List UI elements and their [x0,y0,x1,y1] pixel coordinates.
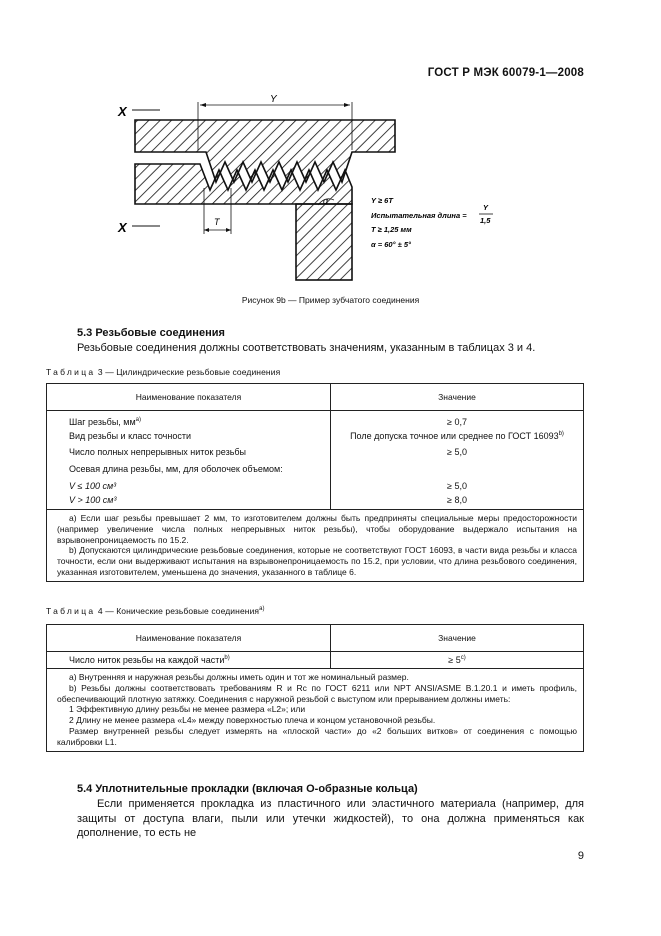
table3-caption: Таблица 3 — Цилиндрические резьбовые соединения [46,367,281,377]
table3-col-name: Наименование показателя [47,384,331,411]
joint-diagram [120,92,520,292]
table-row [47,494,584,510]
table3-row-3-name: Осевая длина резьбы, мм, для оболочек объемом: [47,461,331,478]
vertical-leg [296,204,352,280]
table-row [47,461,584,478]
legend-line4: α = 60° ± 5° [371,240,411,249]
section-5-3-title: 5.3 Резьбовые соединения [77,327,225,339]
section-5-4-text: Если применяется прокладка из пластичного или эластичного материала (например, для защиты от доступа влаги, пыли или утечки жидкостей), то она должна применяться как дополнение, то есть не [77,798,584,839]
page-number: 9 [577,850,584,862]
table3-row-1-value: Поле допуска точное или среднее по ГОСТ 16093$^{b)}$ [331,428,584,444]
table4-note-b: b) Резьбы должны соответствовать требованиям R и Rc по ГОСТ 6211 или NPT ANSI/ASME B.1.20.1 и иметь профиль, обеспечивающий плотную затяжку. Соединения с наружной резьбой с выступом или прерыванием должны иметь: [57,682,577,704]
table4-note-b1: 1 Эффективную длину резьбы не менее размера «L2»; или [69,704,306,715]
table3-row-5-name: V > 100 см³ [47,494,331,510]
table3-row-2-name: Число полных непрерывных ниток резьбы [47,444,331,461]
table4-col-name: Наименование показателя [47,625,331,652]
table3-note-b: b) Допускаются цилиндрические резьбовые соединения, которые не соответствуют ГОСТ 16093, в части вида резьбы и класса точности, если они выдерживают испытания на взрывонепроницаемость по 15.2, при условии, что длина резьбового соединения, указанная изготовителем, уменьшена до значения, указанного в таблице 6. [57,545,577,577]
table3-row-1-name: Вид резьбы и класс точности [47,428,331,444]
section-5-3-text: Резьбовые соединения должны соответствовать значениям, указанным в таблицах 3 и 4. [77,342,536,354]
table3-row-0-value: ≥ 0,7 [331,411,584,428]
label-y: Y [270,94,277,105]
table3-row-0-name: Шаг резьбы, $мм^{a)}$ [47,411,331,428]
table4-note-a: a) Внутренняя и наружная резьбы должны иметь один и тот же номинальный размер. [69,672,409,682]
table4-caption: Таблица 4 — Конические резьбовые соединения$^{a)}$ [46,606,265,616]
figure-caption: Рисунок 9b — Пример зубчатого соединения [241,295,420,305]
label-alpha: α [323,196,329,206]
table3-row-5-value: ≥ 8,0 [331,494,584,510]
label-x-top: X [118,104,127,119]
table3-note-a: a) Если шаг резьбы превышает 2 мм, то изготовителем должны быть предприняты специальные меры предосторожности (например увеличение числа полных непрерывных ниток резьбы), чтобы оборудование выдержало испытания на взрывонепроницаемость по 15.2. [57,513,577,545]
table-row [47,652,584,669]
table3-row-2-value: ≥ 5,0 [331,444,584,461]
table3 [46,383,584,582]
table-row [47,444,584,461]
table4-row-name: Число ниток резьбы на каждой части$^{b)}$ [47,652,331,669]
legend-line3: T ≥ 1,25 мм [371,225,412,234]
table-row [47,411,584,428]
table4-row-value: ≥ $5^{c)}$ [331,652,584,669]
table3-col-value: Значение [331,384,584,411]
table3-row-4-name: V ≤ 100 см³ [47,478,331,494]
section-5-4-title: 5.4 Уплотнительные прокладки (включая О-образные кольца) [77,783,418,795]
table3-notes [47,510,584,582]
document-header: ГОСТ Р МЭК 60079-1—2008 [427,67,584,79]
table4-note-c: Размер внутренней резьбы следует измерять на «плоской части» до «2 больших витков» от соединения с помощью калибровки L1. [57,725,577,747]
legend-line2: Испытательная длина = [371,211,467,220]
label-t: T [214,217,220,227]
table4-col-value: Значение [331,625,584,652]
table4-note-b2: 2 Длину не менее размера «L4» между поверхностью плеча и концом установочной резьбы. [69,715,436,726]
legend-line2-den: 1,5 [480,216,491,225]
table3-row-3-value [331,461,584,478]
table4-notes [47,669,584,752]
table-row [47,428,584,444]
table-row [47,478,584,494]
table4 [46,624,584,752]
label-x-bottom: X [118,220,127,235]
legend-line1: Y ≥ 6T [371,196,393,205]
legend-line2-num: Y [483,203,489,212]
table3-row-4-value: ≥ 5,0 [331,478,584,494]
